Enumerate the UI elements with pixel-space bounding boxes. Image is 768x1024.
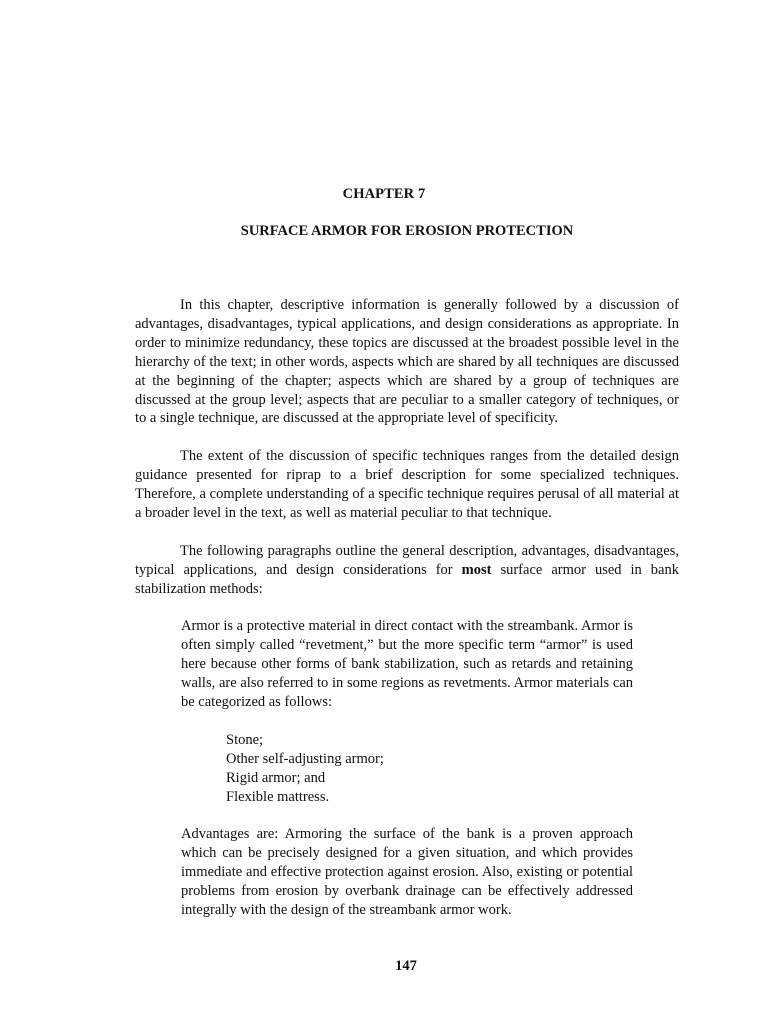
outline-text-end: surface armor used in bank stabilization methods:: [135, 561, 679, 597]
list-item: Stone;: [226, 731, 264, 748]
page-number: 147: [395, 958, 417, 974]
list-item: Other self-adjusting armor;: [226, 750, 384, 767]
armor-categories-list: [226, 731, 633, 807]
outline-paragraph: [135, 542, 679, 599]
chapter-title: SURFACE ARMOR FOR EROSION PROTECTION: [240, 223, 574, 239]
body-text: [135, 296, 679, 939]
armor-block: [181, 617, 633, 919]
chapter-label: CHAPTER 7: [342, 186, 426, 202]
intro-paragraph: In this chapter, descriptive information is generally followed by a discussion of advantages, disadvantages, typical applications, and design considerations as appropriate. In order to minimize redundancy, these topics are discussed at the broadest possible level in the hierarchy of the text; in other words, aspects which are shared by all techniques are discussed at the beginning of the chapter; aspects which are shared by a group of techniques are discussed at the group level; aspects that are peculiar to a smaller category of techniques, or to a single technique, are discussed at the appropriate level of specificity.: [135, 297, 679, 427]
armor-definition: Armor is a protective material in direct contact with the streambank. Armor is often simply called “revetment,” but the more specific term “armor” is used here because other forms of bank stabilization, such as retards and retaining walls, are also referred to in some regions as revetments. Armor materials can be categorized as follows:: [181, 618, 633, 710]
list-item: Rigid armor; and: [226, 769, 326, 786]
outline-text-start: The following paragraphs outline the general description, advantages, disadvantages, typical applications, and design considerations for: [135, 542, 679, 578]
list-item: Flexible mattress.: [226, 788, 330, 805]
emphasis-most: most: [461, 561, 492, 578]
scope-paragraph: The extent of the discussion of specific techniques ranges from the detailed design guidance presented for riprap to a brief description for some specialized techniques. Therefore, a complete understanding of a specific technique requires perusal of all material at a broader level in the text, as well as material peculiar to that technique.: [135, 448, 679, 521]
advantages-paragraph: Advantages are: Armoring the surface of the bank is a proven approach which can be precisely designed for a given situation, and which provides immediate and effective protection against erosion. Also, existing or potential problems from erosion by overbank drainage can be effectively addressed integrally with the design of the streambank armor work.: [181, 826, 633, 918]
